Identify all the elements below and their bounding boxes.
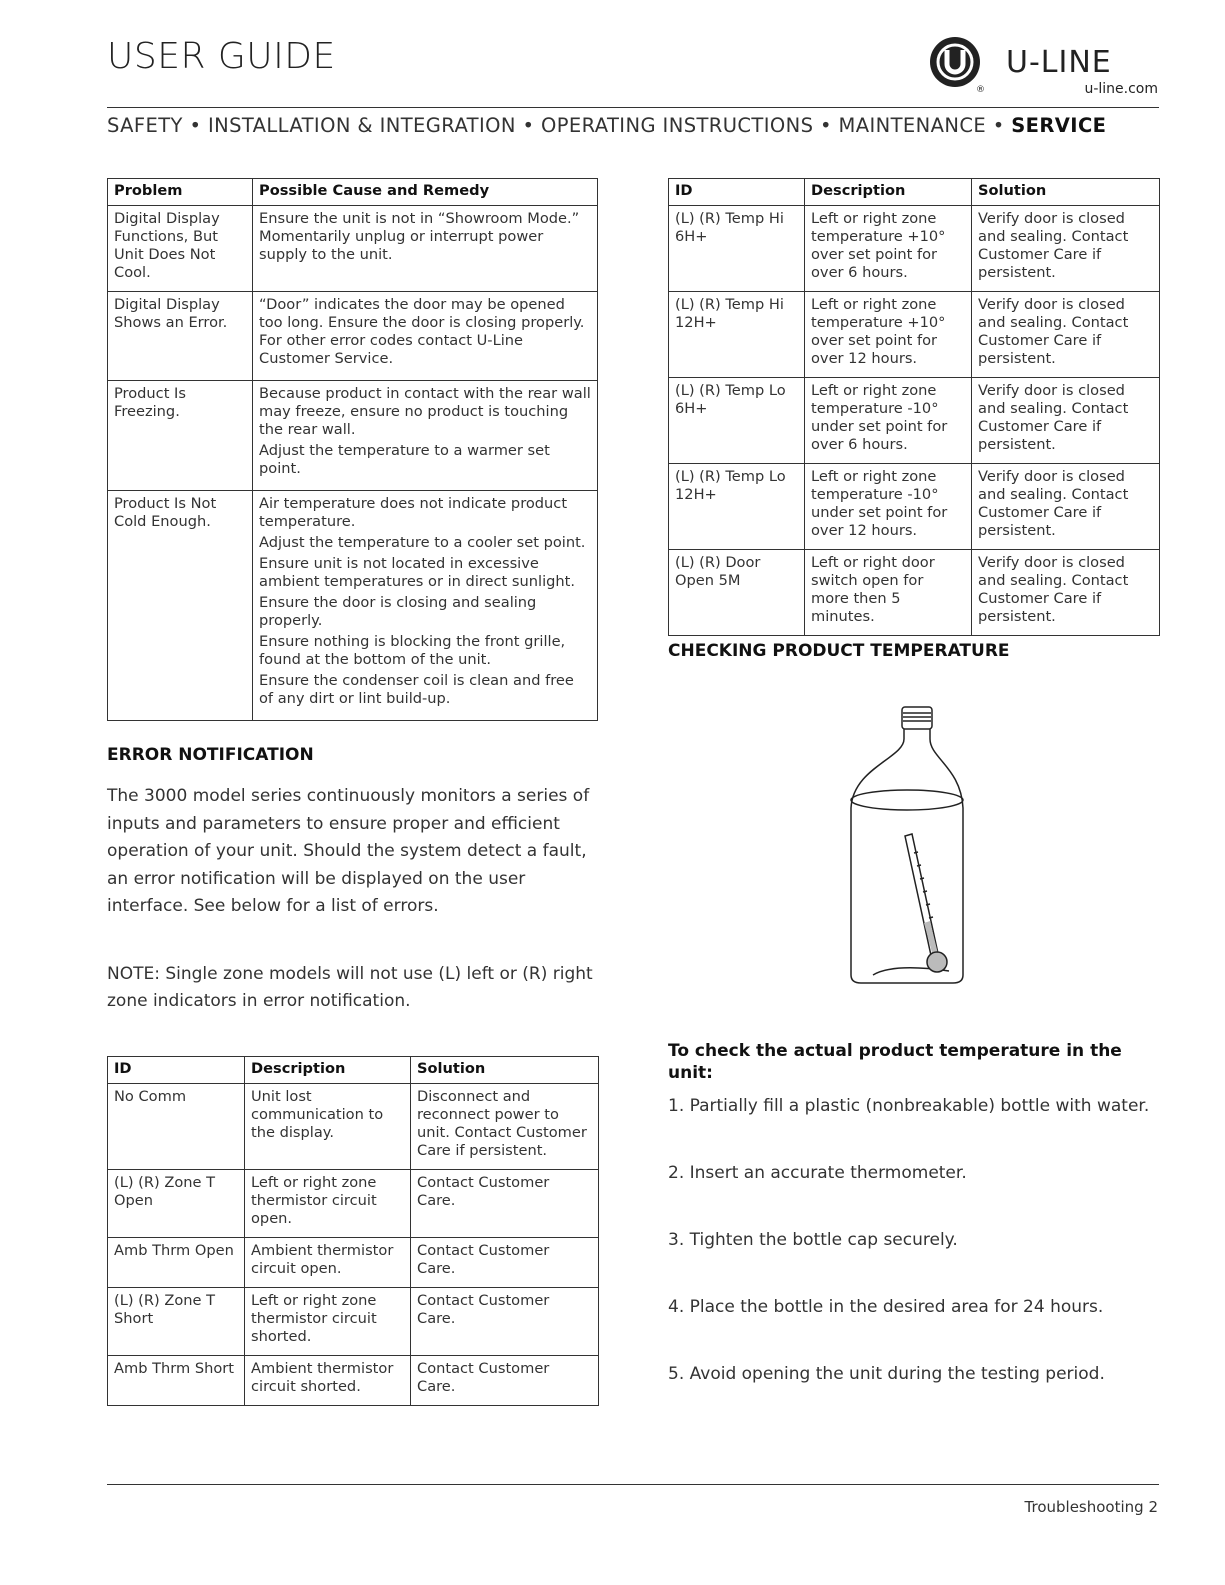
remedy-text: Air temperature does not indicate product temperature. (259, 495, 568, 530)
section-nav: SAFETY • INSTALLATION & INTEGRATION • OPERATING INSTRUCTIONS • MAINTENANCE • SERVICE (107, 114, 1107, 137)
description-cell: Unit lost communication to the display. (245, 1084, 411, 1170)
table-row (108, 1084, 599, 1170)
nav-installation: INSTALLATION & INTEGRATION (207, 114, 516, 137)
table-row (108, 1288, 599, 1356)
error-id-cell: (L) (R) Temp Lo 6H+ (669, 378, 805, 464)
checking-heading: CHECKING PRODUCT TEMPERATURE (668, 641, 1010, 661)
table-row (108, 1170, 599, 1238)
remedy-text: Ensure the condenser coil is clean and free of any dirt or lint build-up. (259, 672, 574, 707)
step-item: 1. Partially fill a plastic (nonbreakable) bottle with water. (668, 1096, 1150, 1116)
step-item: 2. Insert an accurate thermometer. (668, 1163, 967, 1183)
remedy-cell (253, 206, 598, 292)
column-header: ID (108, 1057, 245, 1084)
error-id-cell: (L) (R) Zone T Short (108, 1288, 245, 1356)
column-header: Solution (411, 1057, 599, 1084)
checking-subheading: To check the actual product temperature in the unit: (668, 1041, 1122, 1083)
header-divider (107, 107, 1159, 108)
error-id-cell: Amb Thrm Open (108, 1238, 245, 1288)
error-notification-section (107, 745, 602, 1016)
table-row (108, 292, 598, 381)
table-row (108, 491, 598, 721)
description-cell: Left or right zone temperature -10° under set point for over 12 hours. (805, 464, 972, 550)
table-row (108, 1356, 599, 1406)
page-title: USER GUIDE (107, 36, 336, 77)
svg-text:U-LINE: U-LINE (1006, 45, 1112, 80)
description-cell: Left or right zone thermistor circuit shorted. (245, 1288, 411, 1356)
solution-cell: Contact Customer Care. (411, 1238, 599, 1288)
error-id-cell: No Comm (108, 1084, 245, 1170)
remedy-cell (253, 292, 598, 381)
table-row (108, 381, 598, 491)
solution-cell: Contact Customer Care. (411, 1288, 599, 1356)
description-cell: Ambient thermistor circuit shorted. (245, 1356, 411, 1406)
table-row (108, 1238, 599, 1288)
column-header: Description (805, 179, 972, 206)
description-cell: Left or right zone temperature -10° under set point for over 6 hours. (805, 378, 972, 464)
svg-text:®: ® (976, 85, 985, 95)
table-row (669, 464, 1160, 550)
error-id-cell: Amb Thrm Short (108, 1356, 245, 1406)
remedy-text: Ensure unit is not located in excessive ambient temperatures or in direct sunlight. (259, 555, 575, 590)
table-row (669, 206, 1160, 292)
column-header: Problem (108, 179, 253, 206)
error-id-cell: (L) (R) Temp Hi 12H+ (669, 292, 805, 378)
solution-cell: Verify door is closed and sealing. Contact Customer Care if persistent. (972, 550, 1160, 636)
column-header: Description (245, 1057, 411, 1084)
remedy-text: “Door” indicates the door may be opened too long. Ensure the door is closing properly. For other error codes contact U-Line Customer Service. (259, 296, 585, 367)
logo-url: u-line.com (1084, 81, 1158, 96)
error-table-right (668, 178, 1160, 636)
solution-cell: Verify door is closed and sealing. Contact Customer Care if persistent. (972, 292, 1160, 378)
description-cell: Left or right zone temperature +10° over set point for over 12 hours. (805, 292, 972, 378)
note-text: NOTE: Single zone models will not use (L) left or (R) right zone indicators in error notification. (107, 963, 593, 1011)
error-id-cell: (L) (R) Temp Lo 12H+ (669, 464, 805, 550)
table-row (669, 550, 1160, 636)
remedy-text: Ensure the door is closing and sealing properly. (259, 594, 537, 629)
remedy-text: Because product in contact with the rear wall may freeze, ensure no product is touching the rear wall. (259, 385, 591, 438)
step-item: 5. Avoid opening the unit during the testing period. (668, 1364, 1105, 1384)
body-text: The 3000 model series continuously monitors a series of inputs and parameters to ensure proper and efficient operation of your unit. Should the system detect a fault, an error notification will be displayed on the user interface. See below for a list of errors. (107, 786, 590, 916)
step-item: 3. Tighten the bottle cap securely. (668, 1230, 958, 1250)
solution-cell: Disconnect and reconnect power to unit. Contact Customer Care if persistent. (411, 1084, 599, 1170)
solution-cell: Contact Customer Care. (411, 1170, 599, 1238)
problem-cell: Digital Display Functions, But Unit Does Not Cool. (108, 206, 253, 292)
remedy-text: Ensure nothing is blocking the front grille, found at the bottom of the unit. (259, 633, 566, 668)
column-header: Solution (972, 179, 1160, 206)
error-id-cell: (L) (R) Door Open 5M (669, 550, 805, 636)
column-header: ID (669, 179, 805, 206)
solution-cell: Verify door is closed and sealing. Contact Customer Care if persistent. (972, 378, 1160, 464)
column-header: Possible Cause and Remedy (253, 179, 598, 206)
solution-cell: Contact Customer Care. (411, 1356, 599, 1406)
troubleshooting-table (107, 178, 598, 721)
table-row (669, 378, 1160, 464)
footer-divider (107, 1484, 1159, 1485)
description-cell: Ambient thermistor circuit open. (245, 1238, 411, 1288)
error-id-cell: (L) (R) Zone T Open (108, 1170, 245, 1238)
page-footer: Troubleshooting 2 (1024, 1498, 1158, 1516)
nav-maintenance: MAINTENANCE (838, 114, 987, 137)
nav-operating: OPERATING INSTRUCTIONS (540, 114, 814, 137)
error-table-left (107, 1056, 599, 1406)
nav-safety: SAFETY (107, 114, 183, 137)
nav-service: SERVICE (1011, 114, 1107, 137)
solution-cell: Verify door is closed and sealing. Contact Customer Care if persistent. (972, 464, 1160, 550)
remedy-text: Adjust the temperature to a cooler set point. (259, 534, 586, 551)
solution-cell: Verify door is closed and sealing. Contact Customer Care if persistent. (972, 206, 1160, 292)
error-id-cell: (L) (R) Temp Hi 6H+ (669, 206, 805, 292)
table-row (669, 292, 1160, 378)
problem-cell: Digital Display Shows an Error. (108, 292, 253, 381)
step-item: 4. Place the bottle in the desired area for 24 hours. (668, 1297, 1104, 1317)
section-heading: ERROR NOTIFICATION (107, 745, 314, 765)
remedy-cell (253, 381, 598, 491)
problem-cell: Product Is Not Cold Enough. (108, 491, 253, 721)
u-line-logo (926, 34, 1161, 96)
remedy-text: Ensure the unit is not in “Showroom Mode.” Momentarily unplug or interrupt power supply to the unit. (259, 210, 580, 263)
problem-cell: Product Is Freezing. (108, 381, 253, 491)
description-cell: Left or right zone thermistor circuit open. (245, 1170, 411, 1238)
bottle-thermometer-illustration (845, 703, 970, 988)
description-cell: Left or right zone temperature +10° over set point for over 6 hours. (805, 206, 972, 292)
remedy-cell (253, 491, 598, 721)
description-cell: Left or right door switch open for more then 5 minutes. (805, 550, 972, 636)
table-row (108, 206, 598, 292)
remedy-text: Adjust the temperature to a warmer set point. (259, 442, 550, 477)
